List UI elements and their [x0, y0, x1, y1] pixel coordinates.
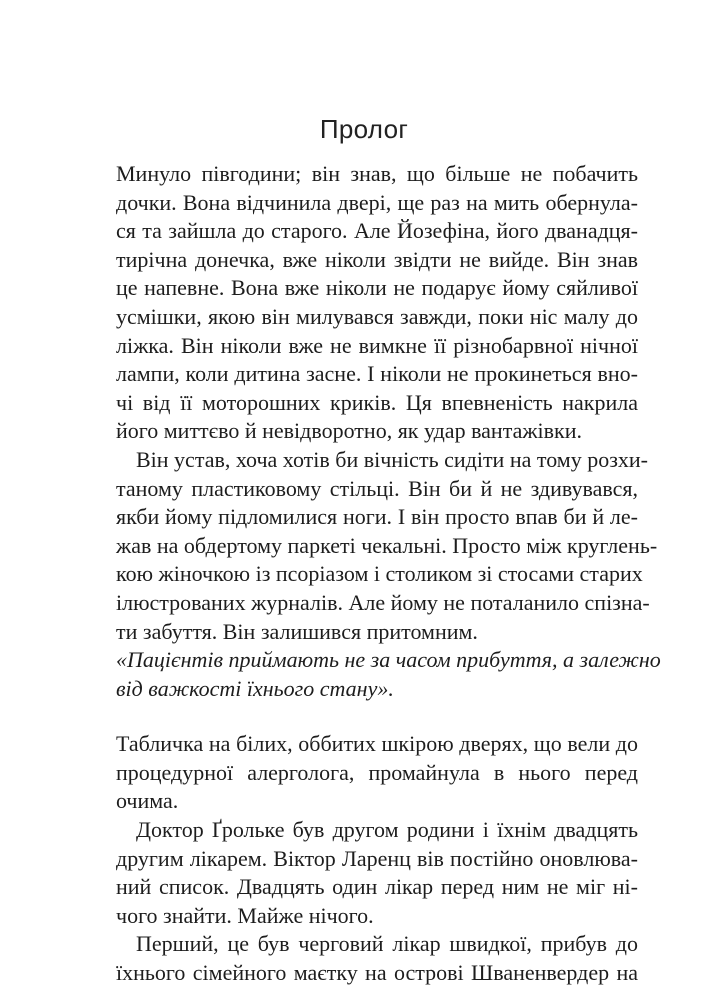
text-line: ілюстрованих журналів. Але йому не поталанило спізна- [116, 589, 650, 615]
text-line: якби йому підломилися ноги. І він просто впав би й ле- [116, 504, 638, 530]
paragraph-5 [116, 816, 638, 930]
text-line: дочки. Вона відчинила двері, ще раз на мить обернула- [116, 189, 638, 215]
text-line: таному пластиковому стільці. Він би й не здивувався, [116, 475, 638, 501]
text-line: чого знайти. Майже нічого. [116, 902, 374, 928]
text-line: другим лікарем. Віктор Ларенц вів постійно оновлюва- [116, 845, 638, 871]
text-line: Минуло півгодини; він знав, що більше не побачить [116, 161, 638, 186]
quote-sign-text [116, 646, 661, 703]
text-line: лампи, коли дитина засне. І ніколи не прокинеться вно- [116, 361, 638, 387]
chapter-title: Пролог [319, 114, 409, 144]
paragraph-1 [116, 160, 638, 446]
text-line: ся та зайшла до старого. Але Йозефіна, його дванадця- [116, 218, 638, 244]
text-line: їхнього сімейного маєтку на острові Шваненвердер на [116, 959, 638, 985]
text-line: від важкості їхнього стану». [116, 675, 394, 701]
text-line: Він устав, хоча хотів би вічність сидіти на тому розхи- [136, 447, 648, 472]
paragraph-6 [116, 930, 638, 987]
text-line: усмішки, якою він милувався завжди, поки ніс малу до [116, 303, 638, 329]
text-line: тирічна донечка, вже ніколи звідти не вийде. Він знав [116, 246, 638, 272]
text-line: Доктор Ґрольке був другом родини і їхнім двадцять [136, 817, 638, 842]
paragraph-2 [116, 446, 658, 646]
text-line: Табличка на білих, оббитих шкірою дверях, що вели до [116, 731, 638, 756]
text-line: його миттєво й невідворотно, як удар вантажівки. [116, 418, 583, 444]
text-line: «Пацієнтів приймають не за часом прибуття, а залежно [116, 647, 661, 672]
text-line: очима. [116, 788, 179, 814]
text-line: це напевне. Вона вже ніколи не подарує йому сяйливої [116, 275, 638, 301]
paragraph-4 [116, 730, 638, 816]
text-line: жав на обдертому паркеті чекальні. Просто між круглень- [116, 532, 658, 558]
text-line: ліжка. Він ніколи вже не вимкне її різнобарвної нічної [116, 332, 638, 358]
text-line: Перший, це був черговий лікар швидкої, прибув до [136, 931, 638, 956]
text-line: процедурної алерголога, промайнула в нього перед [116, 759, 638, 785]
text-line: кою жіночкою із псоріазом і столиком зі стосами старих [116, 561, 643, 587]
text-line: чі від її моторошних криків. Ця впевненість накрила [116, 389, 638, 415]
text-line: ти забуття. Він залишився притомним. [116, 618, 478, 644]
text-line: ний список. Двадцять один лікар перед ним не міг ні- [116, 874, 638, 900]
